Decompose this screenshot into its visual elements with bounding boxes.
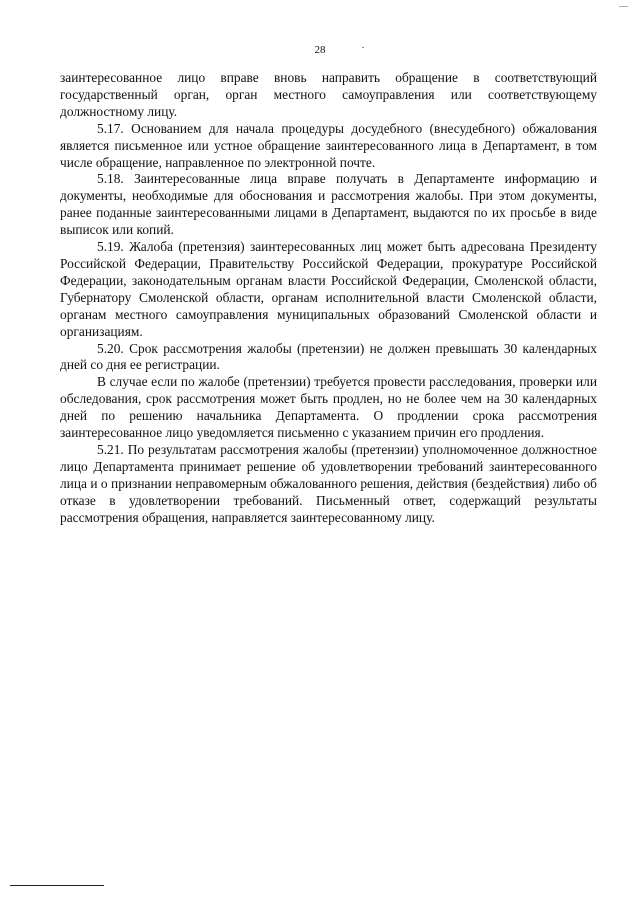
document-body (60, 70, 597, 526)
footnote-separator-line (10, 885, 104, 886)
paragraph-5-17: 5.17. Основанием для начала процедуры досудебного (внесудебного) обжалования является письменное или устное обращение заинтересованного лица в Департамент, в том числе обращение, направленное по электронной почте. (60, 120, 597, 170)
paragraph-5-20: 5.20. Срок рассмотрения жалобы (претензии) не должен превышать 30 календарных дней со дня ее регистрации. (60, 340, 597, 373)
paragraph-5-19: 5.19. Жалоба (претензия) заинтересованных лиц может быть адресована Президенту Российской Федерации, Правительству Российской Федерации, прокуратуре Российской Федерации, законодательным органам власти Российской Федерации, Смоленской области, Губернатору Смоленской области, органам исполнительной власти Смоленской области, органам местного самоуправления муниципальных образований Смоленской области и организациям. (60, 239, 597, 339)
page-number: 28 (314, 44, 326, 56)
paragraph-continued: заинтересованное лицо вправе вновь направить обращение в соответствующий государственный орган, орган местного самоуправления или соответствующему должностному лицу. (60, 70, 597, 119)
paragraph-5-21: 5.21. По результатам рассмотрения жалобы (претензии) уполномоченное должностное лицо Департамента принимает решение об удовлетворении требований заинтересованного лица и о признании неправомерным обжалованного решения, действия (бездействия) либо об отказе в удовлетворении требований. Письменный ответ, содержащий результаты рассмотрения обращения, направляется заинтересованному лицу. (60, 441, 597, 525)
paragraph-5-18: 5.18. Заинтересованные лица вправе получать в Департаменте информацию и документы, необходимые для обоснования и рассмотрения жалобы. При этом документы, ранее поданные заинтересованными лицами в Департамент, выдаются по их просьбе в виде выписок или копий. (60, 171, 597, 238)
paragraph-extension: В случае если по жалобе (претензии) требуется провести расследования, проверки или обследования, срок рассмотрения может быть продлен, но не более чем на 30 календарных дней по решению начальника Департамента. О продлении срока рассмотрения заинтересованное лицо уведомляется письменно с указанием причин его продления. (60, 374, 597, 441)
scan-corner-mark (619, 6, 628, 7)
